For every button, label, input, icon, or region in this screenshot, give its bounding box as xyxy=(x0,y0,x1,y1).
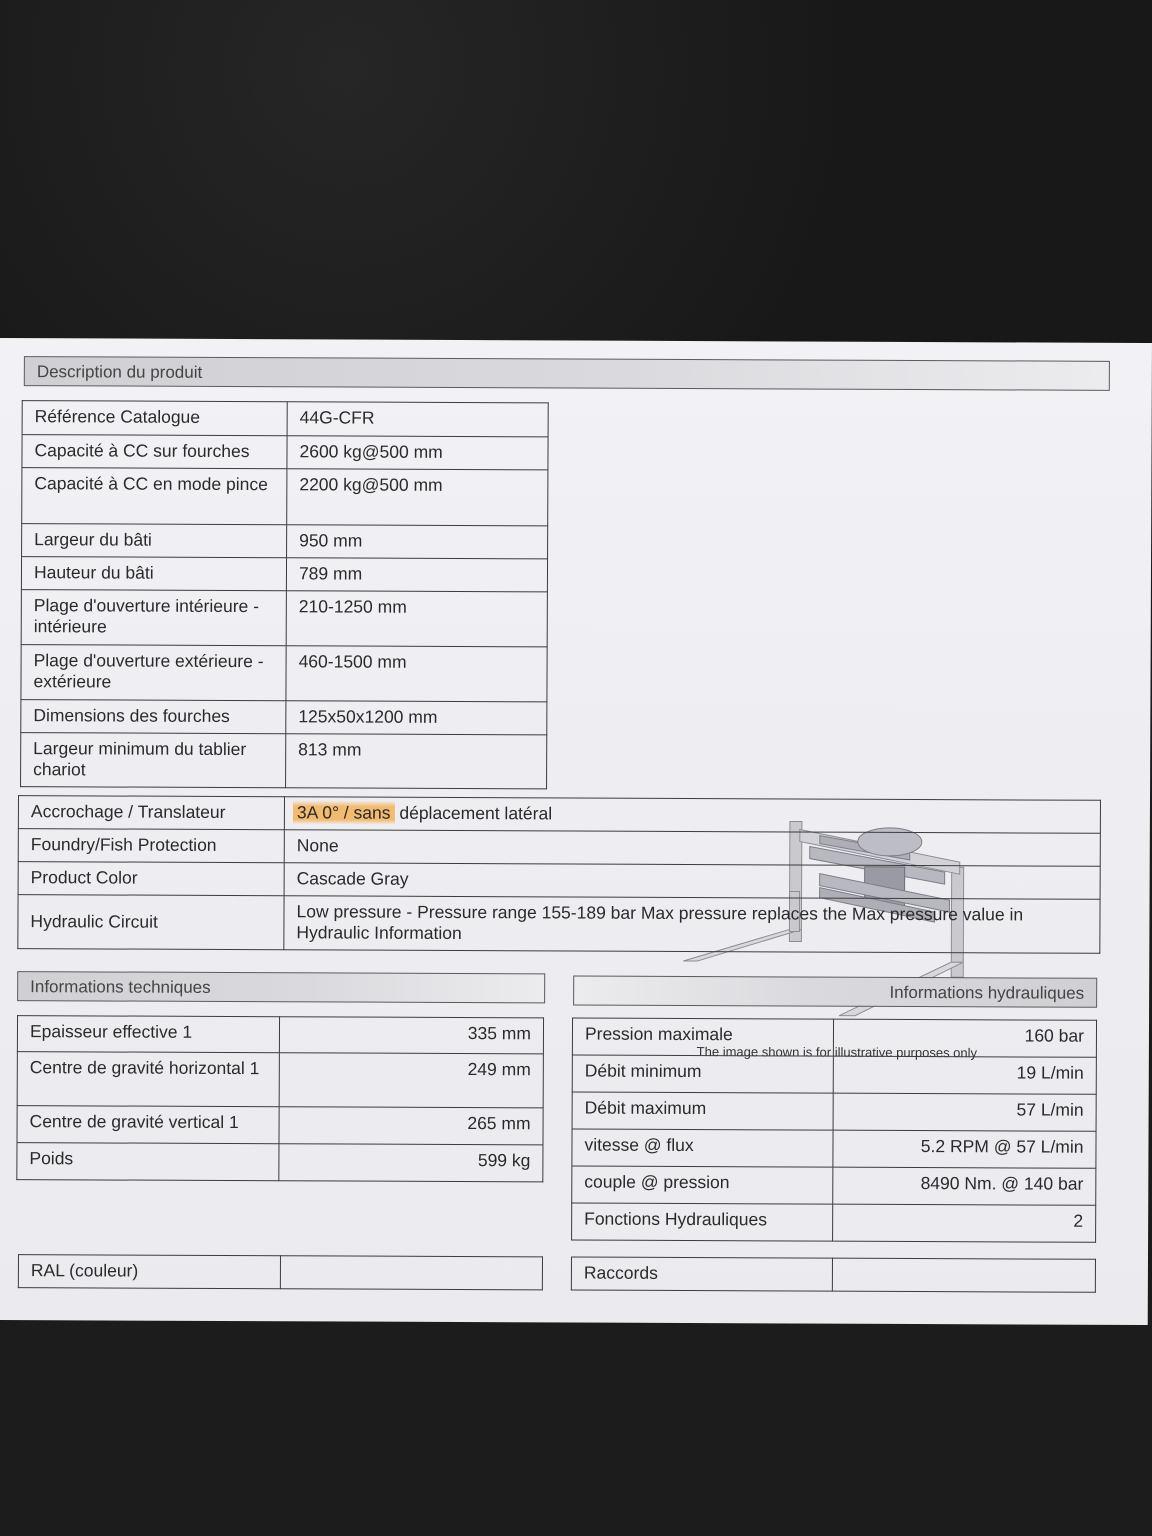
row-label: Capacité à CC en mode pince xyxy=(22,468,287,525)
table-row xyxy=(572,1129,1096,1168)
row-value: 5.2 RPM @ 57 L/min xyxy=(833,1130,1096,1168)
hydraulic-header xyxy=(573,976,1097,1008)
row-label: Capacité à CC sur fourches xyxy=(22,435,287,469)
row-label: Hydraulic Circuit xyxy=(18,895,284,950)
row-value xyxy=(280,1256,542,1290)
row-value: 813 mm xyxy=(286,734,547,789)
table-row xyxy=(17,1143,543,1182)
row-value: None xyxy=(284,830,1100,867)
row-label: Product Color xyxy=(18,862,284,896)
description-header xyxy=(24,356,1110,391)
table-row xyxy=(21,590,547,647)
table-row xyxy=(17,1052,543,1108)
raccords-table xyxy=(571,1257,1096,1293)
table-row xyxy=(572,1055,1096,1094)
hydraulic-header-label: Informations hydrauliques xyxy=(889,982,1085,1003)
row-value xyxy=(832,1258,1095,1292)
row-label: Epaisseur effective 1 xyxy=(17,1016,279,1053)
table-row xyxy=(572,1092,1096,1131)
row-label: Centre de gravité vertical 1 xyxy=(17,1106,279,1144)
row-value: Low pressure - Pressure range 155-189 bar Max pressure replaces the Max pressure value in Hydraulic Information xyxy=(284,896,1100,954)
table-row xyxy=(21,645,547,702)
row-value: 789 mm xyxy=(286,558,547,592)
row-label: Débit minimum xyxy=(572,1055,833,1093)
row-value: Cascade Gray xyxy=(284,863,1100,900)
technical-header-label: Informations techniques xyxy=(30,977,211,997)
row-label: Foundry/Fish Protection xyxy=(18,829,284,863)
row-value: 460-1500 mm xyxy=(286,646,547,702)
technical-table xyxy=(16,1015,544,1182)
row-label: Poids xyxy=(17,1143,279,1181)
row-value: 2 xyxy=(833,1204,1096,1242)
row-label: Accrochage / Translateur xyxy=(18,796,284,830)
image-caption: The image shown is for illustrative purposes only xyxy=(696,1044,978,1061)
table-row xyxy=(18,829,1100,867)
dark-background-bottom xyxy=(0,1316,1152,1536)
row-label: Fonctions Hydrauliques xyxy=(572,1203,833,1241)
description-header-label: Description du produit xyxy=(36,362,203,382)
highlighted-text: 3A 0° / sans xyxy=(293,800,395,824)
row-value: 57 L/min xyxy=(833,1093,1096,1131)
row-value: 44G-CFR xyxy=(287,402,548,437)
technical-header xyxy=(17,971,545,1003)
row-label: Raccords xyxy=(571,1257,832,1291)
attachment-details-table xyxy=(17,795,1101,954)
dark-background-top xyxy=(0,0,1152,345)
row-value-rest: déplacement latéral xyxy=(394,802,553,824)
row-label: Largeur du bâti xyxy=(22,524,287,558)
row-value: 335 mm xyxy=(279,1017,543,1054)
row-label: Centre de gravité horizontal 1 xyxy=(17,1052,279,1107)
row-value xyxy=(284,797,1100,834)
row-value: 210-1250 mm xyxy=(286,591,547,647)
row-value: 2600 kg@500 mm xyxy=(287,436,548,470)
table-row xyxy=(21,557,547,592)
row-value: 265 mm xyxy=(279,1107,543,1145)
hydraulic-table xyxy=(571,1018,1097,1243)
table-row xyxy=(21,700,547,735)
row-value: 8490 Nm. @ 140 bar xyxy=(833,1167,1096,1205)
table-row xyxy=(572,1018,1096,1057)
row-label: Référence Catalogue xyxy=(22,401,287,436)
table-row xyxy=(572,1203,1096,1242)
row-value: 249 mm xyxy=(279,1053,543,1108)
row-label: vitesse @ flux xyxy=(572,1129,833,1167)
row-label: Plage d'ouverture intérieure - intérieure xyxy=(21,590,286,646)
row-label: Dimensions des fourches xyxy=(21,700,286,734)
row-label: Hauteur du bâti xyxy=(21,557,286,591)
description-table xyxy=(20,400,549,789)
row-label: couple @ pression xyxy=(572,1166,833,1204)
table-row xyxy=(572,1166,1096,1205)
row-value: 160 bar xyxy=(833,1019,1096,1057)
row-value: 2200 kg@500 mm xyxy=(287,469,548,526)
table-row xyxy=(18,1255,542,1290)
printed-sheet xyxy=(0,338,1152,1325)
row-label: Largeur minimum du tablier chariot xyxy=(21,733,286,788)
table-row xyxy=(18,895,1100,954)
table-row xyxy=(17,1106,543,1145)
row-value: 19 L/min xyxy=(833,1056,1096,1094)
table-row xyxy=(571,1257,1095,1292)
row-value: 599 kg xyxy=(279,1144,543,1182)
row-value: 125x50x1200 mm xyxy=(286,701,547,735)
row-value: 950 mm xyxy=(287,525,548,559)
table-row xyxy=(21,733,547,789)
row-label: Pression maximale xyxy=(572,1018,833,1056)
table-row xyxy=(22,524,548,559)
table-row xyxy=(18,862,1100,900)
table-row xyxy=(18,796,1100,834)
table-row xyxy=(22,435,548,470)
table-row xyxy=(17,1016,543,1054)
row-label: Débit maximum xyxy=(572,1092,833,1130)
table-row xyxy=(22,468,548,526)
row-label: Plage d'ouverture extérieure - extérieure xyxy=(21,645,286,701)
row-label: RAL (couleur) xyxy=(18,1255,280,1289)
table-row xyxy=(22,401,548,437)
ral-table xyxy=(18,1254,543,1290)
